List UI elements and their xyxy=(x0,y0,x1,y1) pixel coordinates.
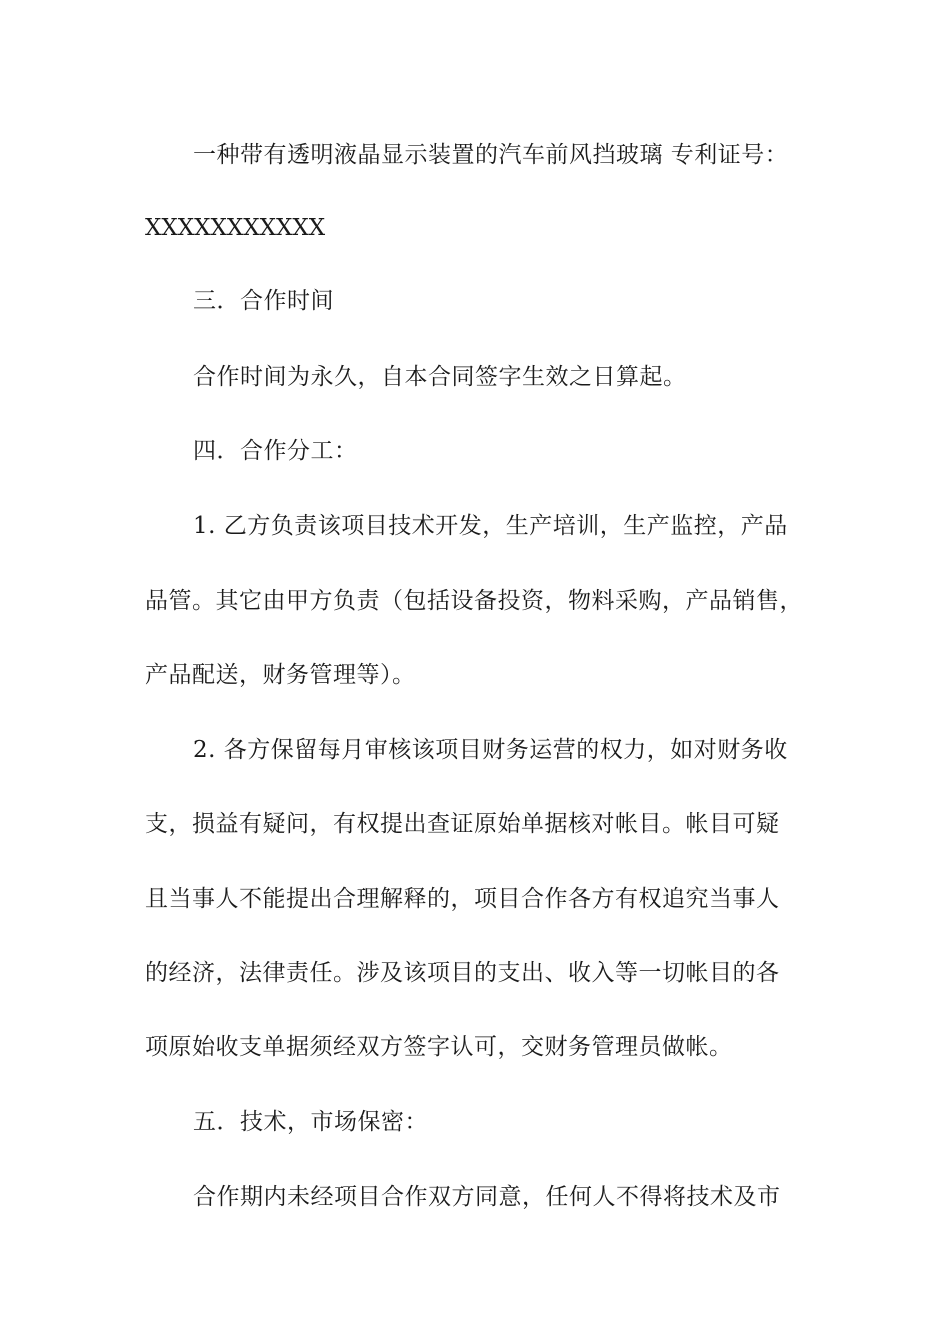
clause-2-line-4: 的经济，法律责任。涉及该项目的支出、收入等一切帐目的各 xyxy=(145,960,780,986)
clause-2-line-1: 2. 各方保留每月审核该项目财务运营的权力，如对财务收 xyxy=(193,737,788,763)
confidentiality-paragraph-line-1: 合作期内未经项目合作双方同意，任何人不得将技术及市 xyxy=(193,1184,781,1210)
patent-title-line: 一种带有透明液晶显示装置的汽车前风挡玻璃 专利证号： xyxy=(193,142,789,168)
clause-2-line-5: 项原始收支单据须经双方签字认可，交财务管理员做帐。 xyxy=(145,1034,733,1060)
clause-2-line-2: 支，损益有疑问，有权提出查证原始单据核对帐目。帐目可疑 xyxy=(145,811,780,837)
patent-number-line: XXXXXXXXXXX xyxy=(145,215,326,241)
cooperation-time-paragraph: 合作时间为永久，自本合同签字生效之日算起。 xyxy=(193,364,687,390)
section-heading-division-of-work: 四．合作分工： xyxy=(193,438,358,464)
clause-1-line-1: 1. 乙方负责该项目技术开发，生产培训，生产监控，产品 xyxy=(193,513,788,539)
clause-1-line-3: 产品配送，财务管理等）。 xyxy=(145,662,416,688)
section-heading-confidentiality: 五．技术，市场保密： xyxy=(193,1109,428,1135)
clause-2-line-3: 且当事人不能提出合理解释的，项目合作各方有权追究当事人 xyxy=(145,886,780,912)
clause-1-line-2: 品管。其它由甲方负责（包括设备投资，物料采购，产品销售， xyxy=(145,588,803,614)
section-heading-cooperation-time: 三．合作时间 xyxy=(193,288,334,314)
